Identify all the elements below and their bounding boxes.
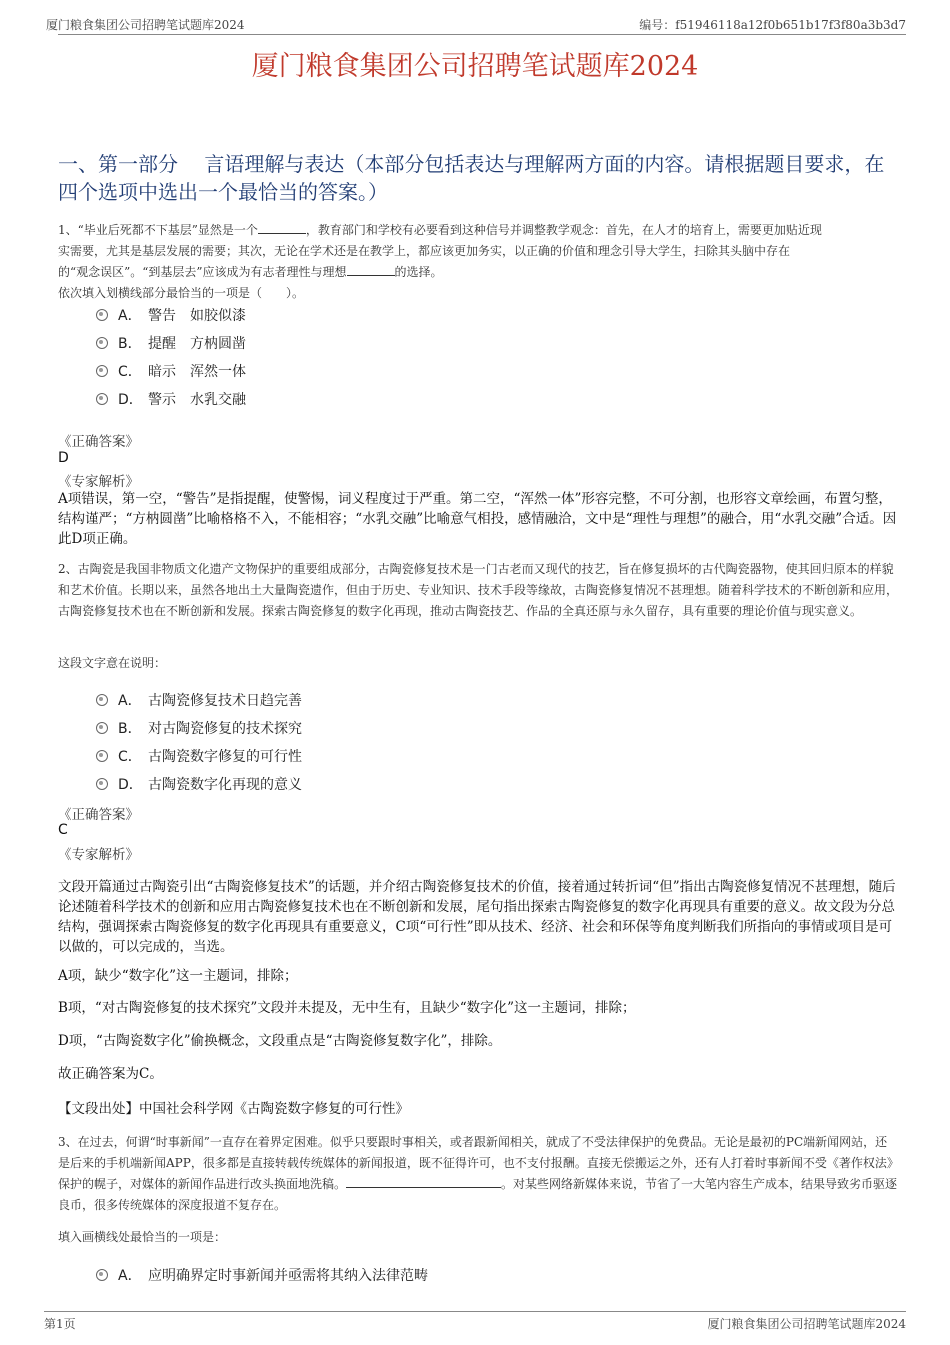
q2-option-d[interactable]: D． 古陶瓷数字化再现的意义: [96, 774, 302, 794]
q2-prompt: 这段文字意在说明：: [58, 656, 167, 670]
radio-icon[interactable]: [96, 1269, 108, 1281]
blank-line: [258, 221, 306, 234]
q2-answer-label: 《正确答案》: [58, 807, 139, 823]
q1-option-d[interactable]: D． 警示 水乳交融: [96, 389, 246, 409]
page-footer: [44, 1311, 906, 1331]
question-2-text: 2、古陶瓷是我国非物质文化遗产文物保护的重要组成部分，古陶瓷修复技术是一门古老而又现代的技艺，旨在修复损坏的古代陶瓷器物，使其回归原本的样貌和艺术价值。长期以来，虽然各地出土大量陶瓷遗作，但由于历史、专业知识、技术手段等缘故，古陶瓷修复情况不甚理想。随着科学技术的不断创新和应用，古陶瓷修复技术也在不断创新和发展。探索古陶瓷修复的数字化再现，推动古陶瓷技艺、作品的全真还原与永久留存，具有重要的理论价值与现实意义。: [58, 562, 899, 618]
q2-note-d: D项，“古陶瓷数字化”偷换概念，文段重点是“古陶瓷修复数字化”，排除。: [58, 1033, 502, 1049]
blank-line: [346, 1175, 501, 1188]
footer-page-number: 第1页: [44, 1317, 76, 1331]
q2-note-a: A项，缺少“数字化”这一主题词，排除；: [58, 968, 298, 984]
blank-line: [347, 263, 395, 276]
section-heading: 一、第一部分 言语理解与表达（本部分包括表达与理解两方面的内容。请根据题目要求，在四个选项中选出一个最恰当的答案。）: [58, 152, 885, 204]
q2-option-b[interactable]: B． 对古陶瓷修复的技术探究: [96, 718, 302, 738]
footer-doc-title: 厦门粮食集团公司招聘笔试题库2024: [707, 1317, 906, 1331]
q2-analysis-label: 《专家解析》: [58, 847, 139, 863]
q1-answer: D: [58, 450, 69, 466]
radio-icon[interactable]: [96, 778, 108, 790]
q1-answer-label: 《正确答案》: [58, 434, 139, 450]
radio-icon[interactable]: [96, 694, 108, 706]
page-title: 厦门粮食集团公司招聘笔试题库2024: [251, 51, 699, 82]
radio-icon[interactable]: [96, 750, 108, 762]
page-header: [46, 14, 906, 35]
q1-analysis-label: 《专家解析》: [58, 474, 139, 490]
question-1-text: 1、“毕业后死都不下基层”显然是一个 ，教育部门和学校有必要看到这种信号并调整教学观念：首先，在人才的培育上，需要更加贴近现 实需要，尤其是基层发展的需要；其次，无论在学术还是在教学上，都应该更加务实，以正确的价值和理念引导大学生，扫除其头脑中存在 的“观念误区”。“到基层去”应该成为有志者理性与理想 的选择。 依次填入划横线部分最恰当的一项是（ ）。: [58, 223, 822, 300]
q2-option-c[interactable]: C． 古陶瓷数字修复的可行性: [96, 746, 302, 766]
q3-prompt: 填入画横线处最恰当的一项是：: [58, 1230, 227, 1244]
q1-option-a[interactable]: A． 警告 如胶似漆: [96, 305, 246, 325]
radio-icon[interactable]: [96, 722, 108, 734]
radio-icon[interactable]: [96, 365, 108, 377]
header-doc-id: 编号：f51946118a12f0b651b17f3f80a3b3d7: [639, 18, 906, 32]
question-3-text: 3、在过去，何谓“时事新闻”一直存在着界定困难。似乎只要跟时事相关，或者跟新闻相关，就成了不受法律保护的免费品。无论是最初的PC端新闻网站，还是后来的手机端新闻APP，很多都是直接转载传统媒体的新闻报道，既不征得许可，也不支付报酬。直接无偿搬运之外，还有人打着时事新闻不受《著作权法》保护的幌子，对媒体的新闻作品进行改头换面地洗稿。 。对某些网络新媒体来说，节省了一大笔内容生产成本，结果导致劣币驱逐良币，很多传统媒体的深度报道不复存在。: [58, 1135, 898, 1212]
q2-note-b: B项，“对古陶瓷修复的技术探究”文段并未提及，无中生有，且缺少“数字化”这一主题词，排除；: [58, 1000, 636, 1016]
radio-icon[interactable]: [96, 337, 108, 349]
radio-icon[interactable]: [96, 393, 108, 405]
q2-source: 【文段出处】中国社会科学网《古陶瓷数字修复的可行性》: [58, 1101, 409, 1117]
q2-answer: C: [58, 822, 68, 838]
q1-option-c[interactable]: C． 暗示 浑然一体: [96, 361, 246, 381]
q2-option-a[interactable]: A． 古陶瓷修复技术日趋完善: [96, 690, 302, 710]
q3-option-a[interactable]: A． 应明确界定时事新闻并亟需将其纳入法律范畴: [96, 1265, 428, 1285]
q2-analysis: 文段开篇通过古陶瓷引出“古陶瓷修复技术”的话题，并介绍古陶瓷修复技术的价值，接着通过转折词“但”指出古陶瓷修复情况不甚理想，随后论述随着科学技术的创新和应用古陶瓷修复技术也在不断创新和发展，尾句指出探索古陶瓷修复的数字化再现具有重要的意义。故文段为分总结构，强调探索古陶瓷修复的数字化再现具有重要意义，C项“可行性”即从技术、经济、社会和环保等角度判断我们所指向的事情或项目是可以做的，可以完成的，当选。: [58, 879, 896, 955]
radio-icon[interactable]: [96, 309, 108, 321]
q2-conclusion: 故正确答案为C。: [58, 1066, 163, 1082]
header-doc-title: 厦门粮食集团公司招聘笔试题库2024: [46, 18, 245, 32]
q1-option-b[interactable]: B． 提醒 方枘圆凿: [96, 333, 246, 353]
q1-analysis: A项错误，第一空，“警告”是指提醒，使警惕，词义程度过于严重。第二空，“浑然一体”形容完整，不可分割，也形容文章绘画，布置匀整，结构谨严；“方枘圆凿”比喻格格不入，不能相容；“水乳交融”比喻意气相投，感情融洽，文中是“理性与理想”的融合，用“水乳交融”合适。因此D项正确。: [58, 491, 897, 547]
